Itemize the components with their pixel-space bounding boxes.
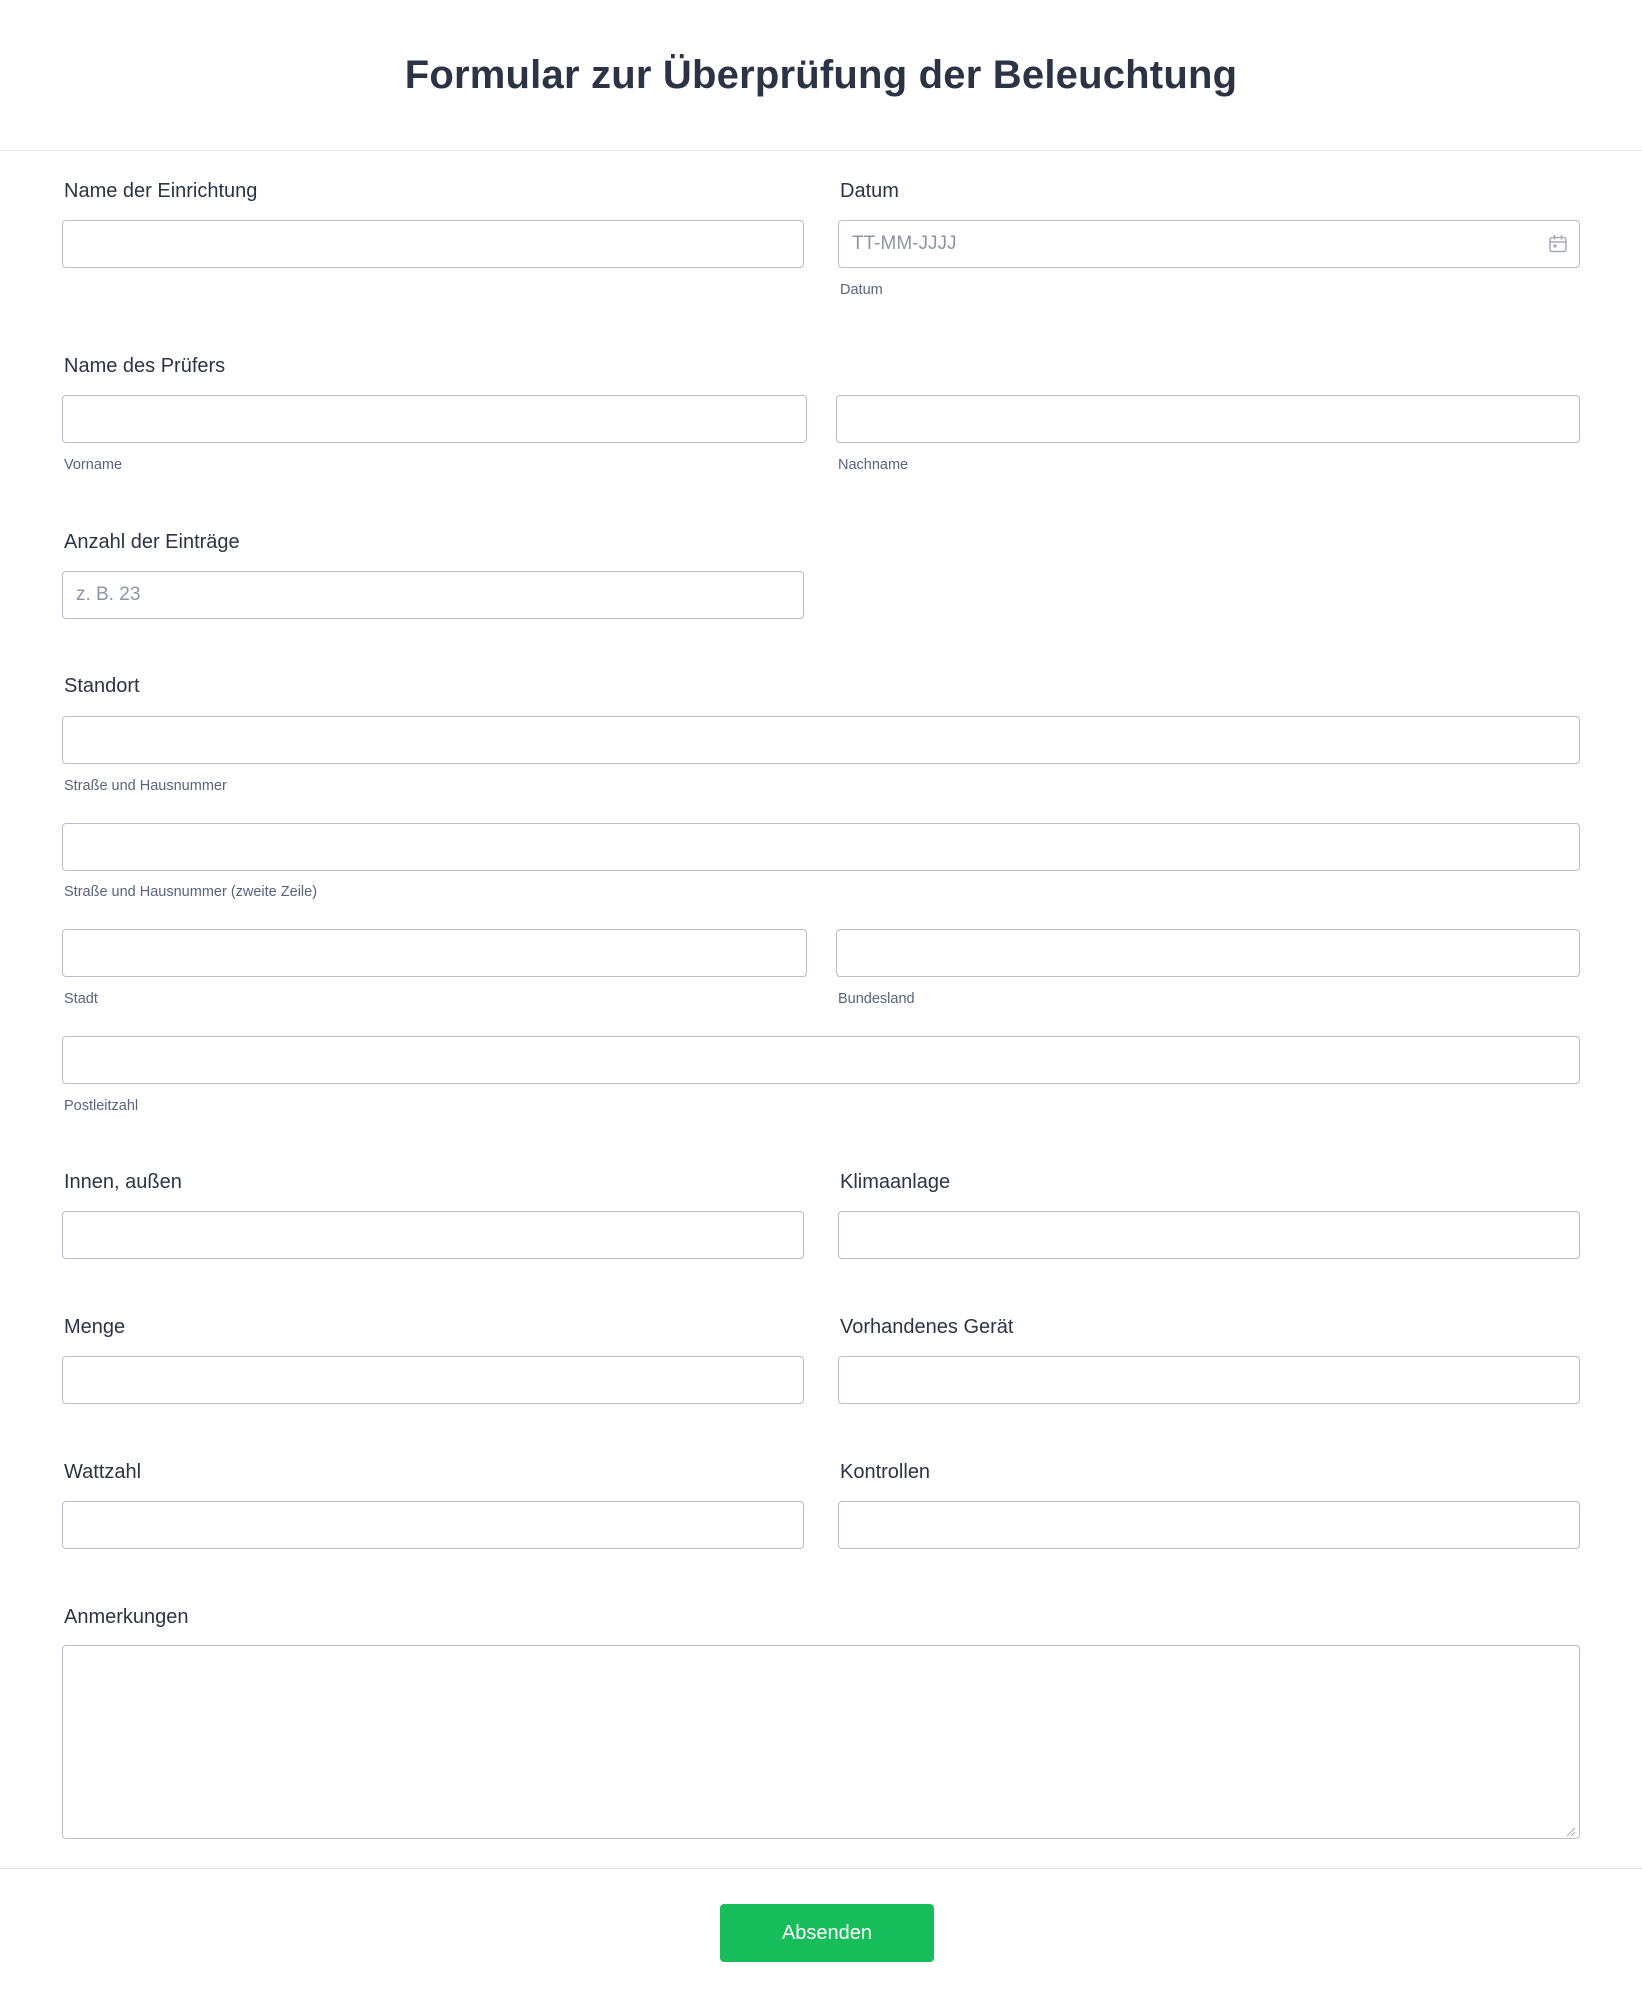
date-label: Datum [840, 180, 899, 202]
street-line2-sublabel: Straße und Hausnummer (zweite Zeile) [64, 884, 318, 900]
quantity-label: Menge [64, 1316, 126, 1338]
air-conditioning-input[interactable] [838, 1211, 1580, 1259]
facility-name-label: Name der Einrichtung [64, 180, 258, 202]
wattage-input[interactable] [62, 1501, 804, 1549]
quantity-input[interactable] [62, 1356, 804, 1404]
form-header [0, 0, 1642, 151]
facility-name-input[interactable] [62, 220, 804, 268]
remarks-textarea[interactable] [62, 1645, 1580, 1839]
entry-count-input[interactable] [62, 571, 804, 619]
state-input[interactable] [836, 929, 1580, 977]
entry-count-label: Anzahl der Einträge [64, 531, 240, 553]
last-name-sublabel: Nachname [838, 457, 909, 473]
street-line2-input[interactable] [62, 823, 1580, 871]
first-name-sublabel: Vorname [64, 457, 123, 473]
existing-device-label: Vorhandenes Gerät [840, 1316, 1014, 1338]
date-input[interactable] [838, 220, 1580, 268]
date-sublabel: Datum [840, 282, 883, 298]
zip-input[interactable] [62, 1036, 1580, 1084]
street-input[interactable] [62, 716, 1580, 764]
indoor-outdoor-label: Innen, außen [64, 1171, 182, 1193]
remarks-label: Anmerkungen [64, 1606, 189, 1628]
controls-input[interactable] [838, 1501, 1580, 1549]
existing-device-input[interactable] [838, 1356, 1580, 1404]
city-sublabel: Stadt [64, 991, 98, 1007]
wattage-label: Wattzahl [64, 1461, 142, 1483]
controls-label: Kontrollen [840, 1461, 931, 1483]
air-conditioning-label: Klimaanlage [840, 1171, 951, 1193]
submit-button[interactable]: Absenden [720, 1904, 934, 1962]
street-sublabel: Straße und Hausnummer [64, 778, 227, 794]
city-input[interactable] [62, 929, 807, 977]
resize-grip-icon[interactable] [1564, 1825, 1576, 1837]
inspector-first-name-input[interactable] [62, 395, 807, 443]
page-title: Formular zur Überprüfung der Beleuchtung [404, 52, 1238, 97]
zip-sublabel: Postleitzahl [64, 1098, 139, 1114]
inspector-name-label: Name des Prüfers [64, 355, 226, 377]
location-label: Standort [64, 675, 140, 697]
inspector-last-name-input[interactable] [836, 395, 1580, 443]
calendar-icon[interactable] [1547, 233, 1569, 255]
state-sublabel: Bundesland [838, 991, 915, 1007]
indoor-outdoor-input[interactable] [62, 1211, 804, 1259]
